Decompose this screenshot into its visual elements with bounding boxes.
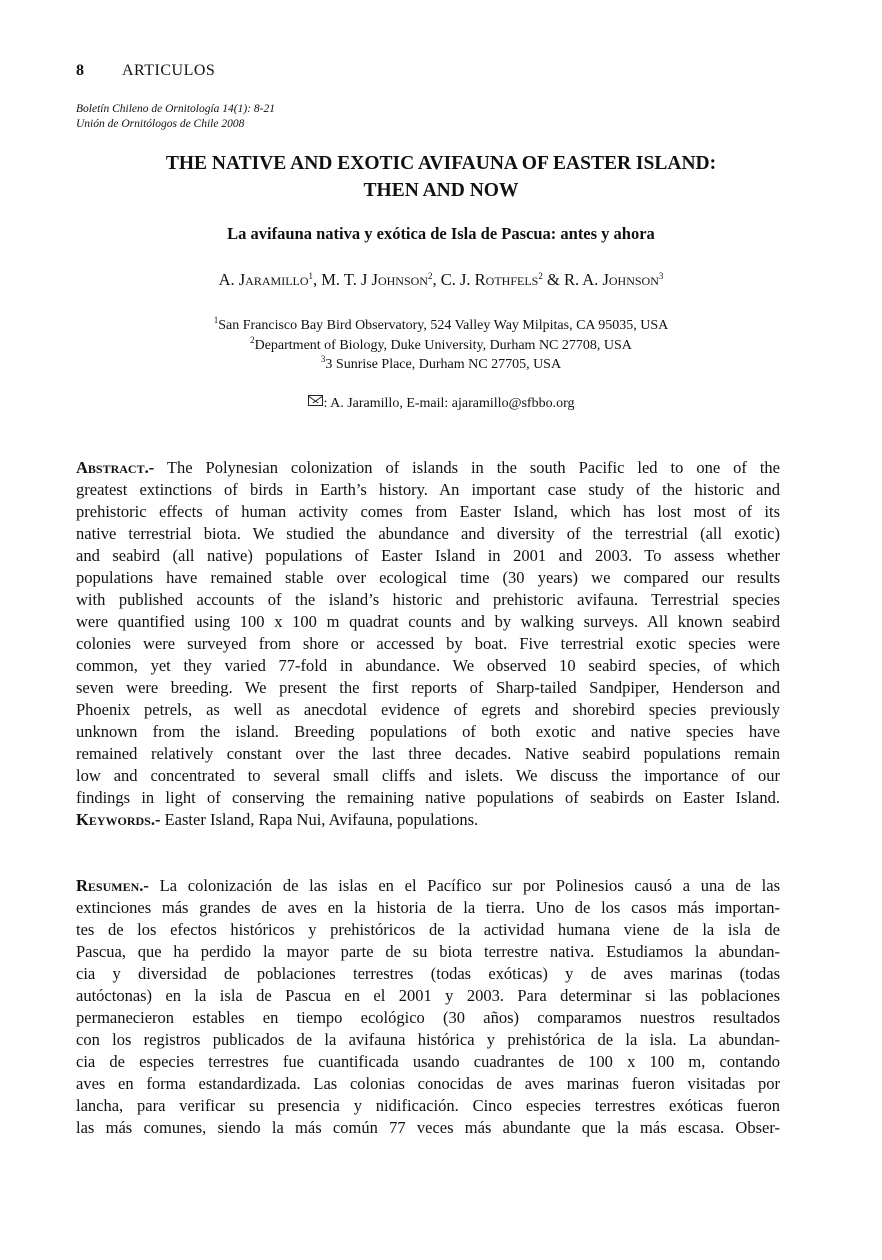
author [564,270,663,289]
resumen-line: tes de los efectos históricos y prehistóricos de la actividad humana viene de la isla de [76,920,780,939]
author-list [60,270,822,290]
author-surname: Rothfels [474,270,539,289]
abstract-line: colonies were surveyed from shore or accessed by boat. Five terrestrial exotic species were [76,634,780,653]
author-initials: M. T. J [321,270,368,289]
title-line: THEN AND NOW [363,180,519,201]
resumen-line: aves en forma estandardizada. Las colonias conocidas de aves marinas fueron visitadas por [76,1074,780,1093]
author-affiliation-mark: 3 [658,271,664,281]
abstract-line: seven were breeding. We present the first reports of Sharp-tailed Sandpiper, Henderson and [76,678,780,697]
abstract-line: common, yet they varied 77-fold in abundance. We observed 10 seabird species, of which [76,656,780,675]
abstract [76,457,780,809]
abstract-line: were quantified using 100 x 100 m quadrat counts and by walking surveys. All known seabird [76,612,780,631]
affiliation [60,355,822,375]
abstract-line: Phoenix petrels, as well as anecdotal evidence of egrets and shorebird species previously [76,700,780,719]
keywords-text: Easter Island, Rapa Nui, Avifauna, populations. [164,810,479,829]
resumen-line [76,875,780,897]
resumen-line: cia de especies terrestres fue cuantificada usando cuadrantes de 100 x 100 m, contando [76,1052,780,1071]
abstract-line: low and concentrated to several small cliffs and islets. We discuss the importance of our [76,766,780,785]
resumen-line: con los registros publicados de la avifauna histórica y prehistórica de la isla. La abundan- [76,1030,780,1049]
resumen [76,875,780,1139]
author-initials: R. A. [563,270,599,289]
affiliation-mark: 2 [250,334,255,345]
article-subtitle: La avifauna nativa y exótica de Isla de Pascua: antes y ahora [227,224,655,243]
affiliation-mark: 1 [213,315,219,325]
author-separator: & [542,270,564,289]
author [321,270,440,289]
article-title [60,150,822,204]
abstract-line: and seabird (all native) populations of Easter Island in 2001 and 2003. To assess whether [76,546,780,565]
author-affiliation-mark: 2 [427,271,433,281]
author-separator: , [432,270,441,289]
affiliation-mark: 3 [320,354,326,364]
affiliation [60,316,822,336]
resumen-line: Pascua, que ha perdido la mayor parte de su biota terrestre nativa. Estudiamos la abundan- [76,942,780,961]
abstract-line: populations have remained stable over ecological time (30 years) we compared our results [76,568,780,587]
journal-publisher: Unión de Ornitólogos de Chile 2008 [76,118,245,130]
author-affiliation-mark: 2 [538,271,543,281]
author-separator: , [313,270,322,289]
abstract-line: with published accounts of the island’s historic and prehistoric avifauna. Terrestrial species [76,590,780,609]
journal-info [76,102,275,132]
resumen-label: Resumen.- [76,876,149,895]
resumen-line: lancha, para verificar su presencia y nidificación. Cinco especies terrestres exóticas fueron [76,1096,780,1115]
affiliations [60,316,822,375]
keywords [76,809,780,831]
author-initials: A. [218,270,235,289]
affiliation-text: 3 Sunrise Place, Durham NC 27705, USA [325,357,562,372]
affiliation-text: Department of Biology, Duke University, Durham NC 27708, USA [254,337,632,353]
abstract-line [76,457,780,479]
author-initials: C. J. [440,270,471,289]
author [219,270,322,289]
author [441,270,564,289]
abstract-line: remained relatively constant over the last three decades. Native seabird populations remain [76,744,780,763]
author-affiliation-mark: 1 [308,271,314,281]
resumen-line: cia y diversidad de poblaciones terrestres (todas exóticas) y de aves marinas (todas [76,964,780,983]
resumen-line: extinciones más grandes de aves en la historia de la tierra. Uno de los casos más importan- [76,898,780,917]
author-surname: Johnson [371,270,428,289]
abstract-line: prehistoric effects of human activity comes from Easter Island, which has lost most of its [76,502,780,521]
affiliation-text: San Francisco Bay Bird Observatory, 524 Valley Way Milpitas, CA 95035, USA [218,318,669,333]
contact-text: : A. Jaramillo, E-mail: ajaramillo@sfbbo.org [323,396,575,411]
envelope-icon [308,395,323,406]
abstract-line: findings in light of conserving the remaining native populations of seabirds on Easter Island. [76,788,780,807]
author-surname: Jaramillo [238,270,309,289]
page-number: 8 [76,62,84,79]
title-line: THE NATIVE AND EXOTIC AVIFAUNA OF EASTER ISLAND: [165,153,717,174]
abstract-line-text: The Polynesian colonization of islands in the south Pacific led to one of the [166,458,780,477]
abstract-line: native terrestrial biota. We studied the abundance and diversity of the terrestrial (all exotic) [76,524,780,543]
running-header [76,62,215,80]
abstract-line: unknown from the island. Breeding populations of both exotic and native species have [76,722,780,741]
keywords-line [76,809,780,831]
abstract-label: Abstract.- [76,458,155,477]
resumen-line: las más comunes, siendo la más común 77 veces más abundante que la más escasa. Obser- [76,1118,780,1137]
affiliation [60,336,822,356]
keywords-label: Keywords.- [76,810,161,829]
section-name: ARTICULOS [122,62,216,79]
resumen-line: autóctonas) en la isla de Pascua en el 2001 y 2003. Para determinar si las poblaciones [76,986,780,1005]
resumen-line-text: La colonización de las islas en el Pacífico sur por Polinesios causó a una de las [159,876,780,895]
journal-citation: Boletín Chileno de Ornitología 14(1): 8-21 [76,103,275,115]
contact-line [60,395,822,412]
author-surname: Johnson [602,270,659,289]
resumen-line: permanecieron estables en tiempo ecológico (30 años) comparamos nuestros resultados [76,1008,780,1027]
abstract-line: greatest extinctions of birds in Earth’s history. An important case study of the historic and [76,480,780,499]
